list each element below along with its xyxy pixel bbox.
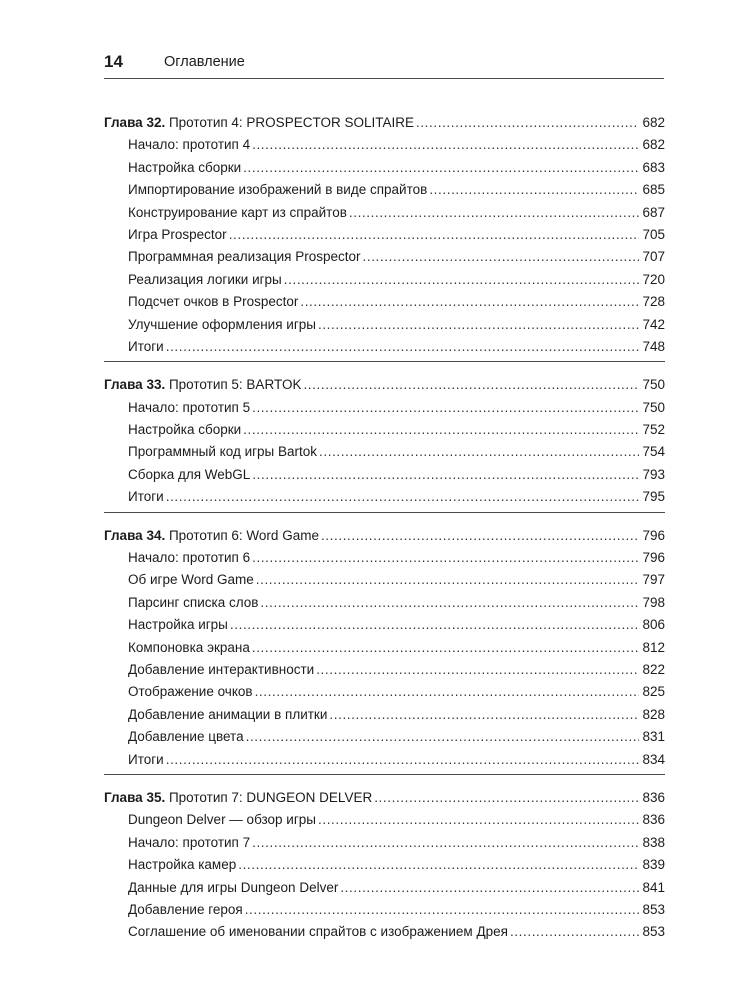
toc-entry[interactable] (104, 397, 665, 419)
chapter-prefix: Глава 33. (104, 377, 166, 393)
dot-leader (166, 486, 639, 508)
toc-entry-page-number: 685 (642, 182, 665, 198)
toc-entry[interactable] (104, 832, 665, 854)
toc-entry-label: Компоновка экрана (128, 639, 250, 655)
dot-leader (252, 397, 639, 419)
dot-leader (321, 525, 639, 547)
dot-leader (243, 157, 639, 179)
toc-entry-label: Парсинг списка слов (128, 594, 259, 610)
dot-leader (284, 269, 639, 291)
toc-entry[interactable] (104, 854, 665, 876)
toc-entry-page-number: 793 (642, 466, 665, 482)
toc-entry-page-number: 836 (642, 812, 665, 828)
toc-entry[interactable] (104, 921, 665, 943)
dot-leader (255, 681, 639, 703)
chapter-heading[interactable] (104, 374, 665, 396)
toc-entry-label: Игра Prospector (128, 226, 227, 242)
dot-leader (245, 899, 639, 921)
toc-entry-page-number: 798 (642, 594, 665, 610)
toc-entry-page-number: 795 (642, 489, 665, 505)
dot-leader (510, 921, 639, 943)
dot-leader (260, 592, 639, 614)
toc-entry-label: Добавление анимации в плитки (128, 706, 328, 722)
dot-leader (416, 112, 639, 134)
page-number: 14 (104, 52, 123, 71)
toc-entry-page-number: 839 (642, 857, 665, 873)
toc-entry-label: Добавление цвета (128, 729, 244, 745)
dot-leader (363, 246, 640, 268)
toc-entry-page-number: 841 (642, 879, 665, 895)
toc-entry-page-number: 720 (642, 271, 665, 287)
toc-entry-page-number: 707 (642, 249, 665, 265)
dot-leader (374, 787, 639, 809)
toc-entry-label: Итоги (128, 489, 164, 505)
chapter-page-number: 796 (642, 527, 665, 543)
toc-entry[interactable] (104, 877, 665, 899)
toc-entry-label: Импортирование изображений в виде спрайтов (128, 182, 428, 198)
dot-leader (318, 314, 639, 336)
chapter-prefix: Глава 32. (104, 115, 166, 130)
toc-entry-page-number: 806 (642, 617, 665, 633)
dot-leader (316, 659, 639, 681)
chapter-page-number: 750 (642, 377, 665, 393)
dot-leader (349, 202, 639, 224)
toc-entry[interactable] (104, 809, 665, 831)
toc-entry[interactable] (104, 614, 665, 636)
toc-entry-page-number: 812 (642, 639, 665, 655)
toc-entry-label: Начало: прототип 6 (128, 550, 251, 566)
dot-leader (246, 726, 639, 748)
toc-entry-page-number: 728 (642, 294, 665, 310)
toc-entry[interactable] (104, 179, 665, 201)
toc-entry-label: Программная реализация Prospector (128, 249, 361, 265)
dot-leader (318, 809, 639, 831)
toc-entry-page-number: 822 (642, 661, 665, 677)
chapter-prefix: Глава 34. (104, 527, 166, 543)
dot-leader (319, 441, 639, 463)
toc-entry-label: Итоги (128, 338, 164, 354)
toc-entry-page-number: 752 (642, 422, 665, 438)
toc-entry-label: Улучшение оформления игры (128, 316, 316, 332)
toc-entry-page-number: 797 (642, 572, 665, 588)
toc-entry-page-number: 754 (642, 444, 665, 460)
toc-entry[interactable] (104, 681, 665, 703)
chapter-title-text: Прототип 6: Word Game (165, 527, 319, 543)
dot-leader (329, 704, 639, 726)
dot-leader (429, 179, 639, 201)
toc-entry-page-number: 748 (642, 338, 665, 354)
toc-entry[interactable] (104, 704, 665, 726)
toc-entry-label: Добавление героя (128, 901, 243, 917)
dot-leader (340, 877, 639, 899)
toc-entry-label: Об игре Word Game (128, 572, 254, 588)
dot-leader (303, 374, 639, 396)
toc-entry-label: Соглашение об именовании спрайтов с изображением Дрея (128, 924, 508, 940)
toc-entry[interactable] (104, 899, 665, 921)
toc-entry[interactable] (104, 269, 665, 291)
toc-entry[interactable] (104, 637, 665, 659)
toc-entry-page-number: 853 (642, 924, 665, 940)
dot-leader (252, 637, 639, 659)
toc-entry[interactable] (104, 464, 665, 486)
toc-entry-label: Программный код игры Bartok (128, 444, 318, 460)
toc-entry-label: Отображение очков (128, 684, 253, 700)
toc-entry-label: Данные для игры Dungeon Delver (128, 879, 339, 895)
toc-entry-label: Начало: прототип 5 (128, 399, 251, 415)
toc-entry[interactable] (104, 592, 665, 614)
dot-leader (238, 854, 639, 876)
chapter-prefix: Глава 35. (104, 789, 166, 805)
toc-entry-label: Конструирование карт из спрайтов (128, 204, 347, 220)
toc-entry[interactable] (104, 569, 665, 591)
toc-entry-label: Настройка сборки (128, 159, 242, 175)
toc-entry-page-number: 834 (642, 751, 665, 767)
chapter-heading[interactable] (104, 787, 665, 809)
toc-entry-page-number: 838 (642, 834, 665, 850)
toc-entry[interactable] (104, 486, 665, 508)
dot-leader (166, 336, 639, 358)
toc-entry-label: Добавление интерактивности (128, 661, 315, 677)
chapter-section (104, 787, 665, 947)
toc-entry[interactable] (104, 224, 665, 246)
toc-entry-page-number: 683 (642, 159, 665, 175)
toc-entry-label: Реализация логики игры (128, 271, 282, 287)
toc-entry[interactable] (104, 246, 665, 268)
toc-entry[interactable] (104, 726, 665, 748)
page-header (104, 52, 664, 79)
chapter-page-number: 836 (642, 789, 665, 805)
toc-entry[interactable] (104, 749, 665, 771)
chapter-title (104, 525, 319, 547)
toc-entry-page-number: 687 (642, 204, 665, 220)
toc-entry-label: Начало: прототип 7 (128, 834, 251, 850)
dot-leader (252, 832, 639, 854)
toc-entry[interactable] (104, 659, 665, 681)
chapter-section (104, 525, 665, 775)
chapter-heading[interactable] (104, 525, 665, 547)
toc-entry-label: Итоги (128, 751, 164, 767)
toc-entry-page-number: 828 (642, 706, 665, 722)
toc-entry-label: Настройка сборки (128, 422, 242, 438)
toc-entry[interactable] (104, 336, 665, 358)
toc-entry[interactable] (104, 314, 665, 336)
toc-entry[interactable] (104, 547, 665, 569)
chapter-title-text: Прототип 5: BARTOK (165, 377, 302, 393)
chapter-title (104, 787, 372, 809)
chapter-section (104, 112, 665, 362)
dot-leader (229, 224, 639, 246)
dot-leader (230, 614, 639, 636)
dot-leader (300, 291, 639, 313)
toc-entry-page-number: 705 (642, 226, 665, 242)
dot-leader (252, 547, 639, 569)
toc-entry-page-number: 796 (642, 550, 665, 566)
toc-entry-label: Сборка для WebGL (128, 466, 251, 482)
toc-entry[interactable] (104, 202, 665, 224)
toc-entry-label: Dungeon Delver — обзор игры (128, 812, 316, 828)
toc-entry-label: Настройка камер (128, 857, 237, 873)
dot-leader (252, 134, 639, 156)
toc-entry[interactable] (104, 441, 665, 463)
chapter-title-text: Прототип 7: DUNGEON DELVER (165, 789, 373, 805)
chapter-section (104, 374, 665, 512)
dot-leader (243, 419, 639, 441)
chapter-title-text: Прототип 4: PROSPECTOR SOLITAIRE (165, 115, 414, 130)
toc-entry-page-number: 825 (642, 684, 665, 700)
toc-entry-page-number: 682 (642, 137, 665, 153)
chapter-title (104, 374, 301, 396)
dot-leader (252, 464, 639, 486)
toc-entry-label: Подсчет очков в Prospector (128, 294, 299, 310)
toc-entry-page-number: 831 (642, 729, 665, 745)
toc-entry[interactable] (104, 291, 665, 313)
toc-entry-page-number: 853 (642, 901, 665, 917)
chapter-heading[interactable] (104, 112, 665, 134)
table-of-contents (104, 112, 665, 959)
toc-entry[interactable] (104, 134, 665, 156)
toc-entry-label: Настройка игры (128, 617, 228, 633)
toc-entry[interactable] (104, 157, 665, 179)
running-title: Оглавление (164, 54, 245, 70)
toc-entry-page-number: 750 (642, 399, 665, 415)
dot-leader (256, 569, 639, 591)
chapter-page-number: 682 (642, 115, 665, 130)
toc-entry-label: Начало: прототип 4 (128, 137, 251, 153)
chapter-title (104, 112, 414, 134)
toc-entry-page-number: 742 (642, 316, 665, 332)
toc-entry[interactable] (104, 419, 665, 441)
dot-leader (166, 749, 639, 771)
